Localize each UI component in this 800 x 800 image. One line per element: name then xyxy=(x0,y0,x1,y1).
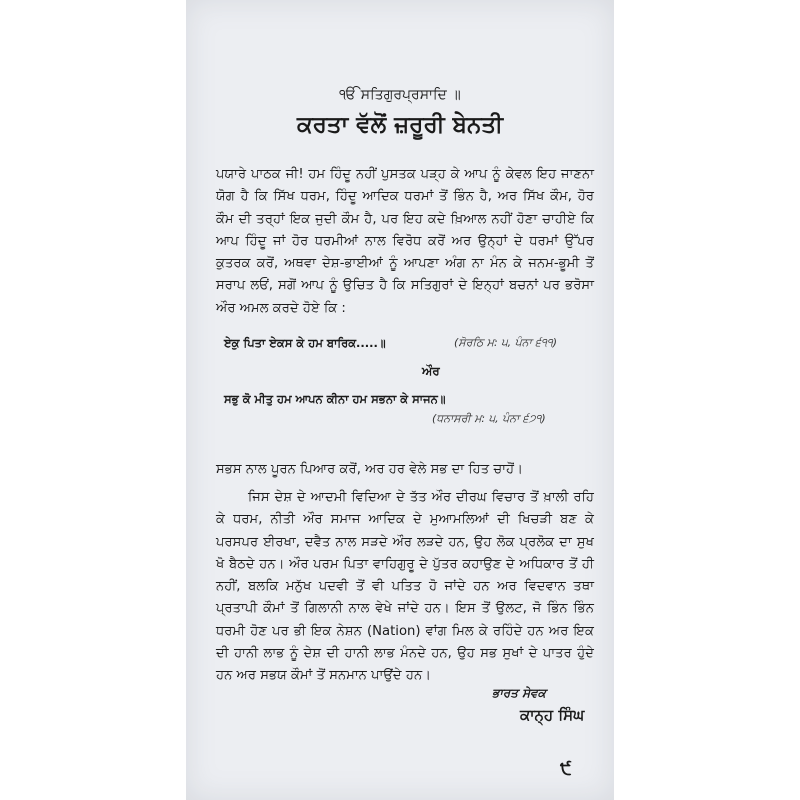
page-number: ੯ xyxy=(560,758,572,779)
signature-name: ਕਾਨ੍ਹ ਸਿੰਘ xyxy=(520,706,585,724)
signature-title: ਭਾਰਤ ਸੇਵਕ xyxy=(492,686,546,700)
page-title: ਕਰਤਾ ਵੱਲੋਂ ਜ਼ਰੂਰੀ ਬੇਨਤੀ xyxy=(296,112,504,138)
invocation-text: ੴ ਸਤਿਗੁਰਪ੍ਰਸਾਦਿ ॥ xyxy=(339,87,461,103)
connector-text: ਔਰ xyxy=(422,364,440,378)
paragraph-2: ਜਿਸ ਦੇਸ਼ ਦੇ ਆਦਮੀ ਵਿਦਿਆ ਦੇ ਤੱਤ ਔਰ ਦੀਰਘ ਵਿਚਾਰ ਤੋਂ ਖ਼ਾਲੀ ਰਹਿ ਕੇ ਧਰਮ, ਨੀਤੀ ਔਰ ਸਮਾਜ ਆਦਿਕ ਦੇ ਮੁਆਮਲਿਆਂ ਦੀ ਖਿਚੜੀ ਬਣ ਕੇ ਪਰਸਪਰ ਈਰਖਾ, ਦਵੈਤ ਨਾਲ ਸੜਦੇ ਔਰ ਲੜਦੇ ਹਨ, ਉਹ ਲੋਕ ਪ੍ਰਲੋਕ ਦਾ ਸੁਖ ਖੋ ਬੈਠਦੇ ਹਨ। ਔਰ ਪਰਮ ਪਿਤਾ ਵਾਹਿਗੁਰੂ ਦੇ ਪੁੱਤਰ ਕਹਾਉਣ ਦੇ ਅਧਿਕਾਰ ਤੋਂ ਹੀ ਨਹੀਂ, ਬਲਕਿ ਮਨੁੱਖ ਪਦਵੀ ਤੋਂ ਵੀ ਪਤਿਤ ਹੋ ਜਾਂਦੇ ਹਨ ਅਰ ਵਿਦਵਾਨ ਤਥਾ ਪ੍ਰਤਾਪੀ ਕੌਮਾਂ ਤੋਂ ਗਿਲਾਨੀ ਨਾਲ ਵੇਖੇ ਜਾਂਦੇ ਹਨ। ਇਸ ਤੋਂ ਉਲਟ, ਜੋ ਭਿੰਨ ਭਿੰਨ ਧਰਮੀ ਹੋਣ ਪਰ ਭੀ ਇਕ ਨੇਸ਼ਨ (Nation) ਵਾਂਗ ਮਿਲ ਕੇ ਰਹਿੰਦੇ ਹਨ ਅਰ ਇਕ ਦੀ ਹਾਨੀ ਲਾਭ ਨੂੰ ਦੇਸ਼ ਦੀ ਹਾਨੀ ਲਾਭ ਮੰਨਦੇ ਹਨ, ਉਹ ਸਭ ਸੁਖਾਂ ਦੇ ਪਾਤਰ ਹੁੰਦੇ ਹਨ ਅਰ ਸਭਯ ਕੌਮਾਂ ਤੋਂ ਸਨਮਾਨ ਪਾਉਂਦੇ ਹਨ। xyxy=(216,490,594,684)
citation-2: (ਧਨਾਸਰੀ ਮ: ੫, ਪੰਨਾ ੬੭੧) xyxy=(432,412,546,425)
citation-1: (ਸੋਰਠਿ ਮ: ੫, ਪੰਨਾ ੬੧੧) xyxy=(454,336,558,349)
book-page xyxy=(186,0,614,800)
verse-1: ਏਕੁ ਪਿਤਾ ਏਕਸ ਕੇ ਹਮ ਬਾਰਿਕ.....॥ xyxy=(224,336,386,350)
love-line: ਸਭਸ ਨਾਲ ਪੂਰਨ ਪਿਆਰ ਕਰੋਂ, ਅਰ ਹਰ ਵੇਲੇ ਸਭ ਦਾ ਹਿਤ ਚਾਹੋਂ। xyxy=(216,462,524,477)
paragraph-1: ਪਯਾਰੇ ਪਾਠਕ ਜੀ! ਹਮ ਹਿੰਦੂ ਨਹੀਂ ਪੁਸਤਕ ਪੜ੍ਹ ਕੇ ਆਪ ਨੂੰ ਕੇਵਲ ਇਹ ਜਾਣਨਾ ਯੋਗ ਹੈ ਕਿ ਸਿੱਖ ਧਰਮ, ਹਿੰਦੂ ਆਦਿਕ ਧਰਮਾਂ ਤੋਂ ਭਿੰਨ ਹੈ, ਅਰ ਸਿੱਖ ਕੌਮ, ਹੋਰ ਕੌਮ ਦੀ ਤਰ੍ਹਾਂ ਇਕ ਜੁਦੀ ਕੌਮ ਹੈ, ਪਰ ਇਹ ਕਦੇ ਖ਼ਿਆਲ ਨਹੀਂ ਹੋਣਾ ਚਾਹੀਏ ਕਿ ਆਪ ਹਿੰਦੂ ਜਾਂ ਹੋਰ ਧਰਮੀਆਂ ਨਾਲ ਵਿਰੋਧ ਕਰੋਂ ਅਰ ਉਨ੍ਹਾਂ ਦੇ ਧਰਮਾਂ ਉੱਪਰ ਕੁਤਰਕ ਕਰੋਂ, ਅਥਵਾ ਦੇਸ਼-ਭਾਈਆਂ ਨੂੰ ਆਪਣਾ ਅੰਗ ਨਾ ਮੰਨ ਕੇ ਜਨਮ-ਭੂਮੀ ਤੋਂ ਸਰਾਪ ਲਓਂ, ਸਗੋਂ ਆਪ ਨੂੰ ਉਚਿਤ ਹੈ ਕਿ ਸਤਿਗੁਰਾਂ ਦੇ ਇਨ੍ਹਾਂ ਬਚਨਾਂ ਪਰ ਭਰੋਸਾ ਔਰ ਅਮਲ ਕਰਦੇ ਹੋਏ ਕਿ : xyxy=(216,167,594,316)
verse-2: ਸਭੁ ਕੋ ਮੀਤੁ ਹਮ ਆਪਨ ਕੀਨਾ ਹਮ ਸਭਨਾ ਕੇ ਸਾਜਨ॥ xyxy=(224,392,446,406)
